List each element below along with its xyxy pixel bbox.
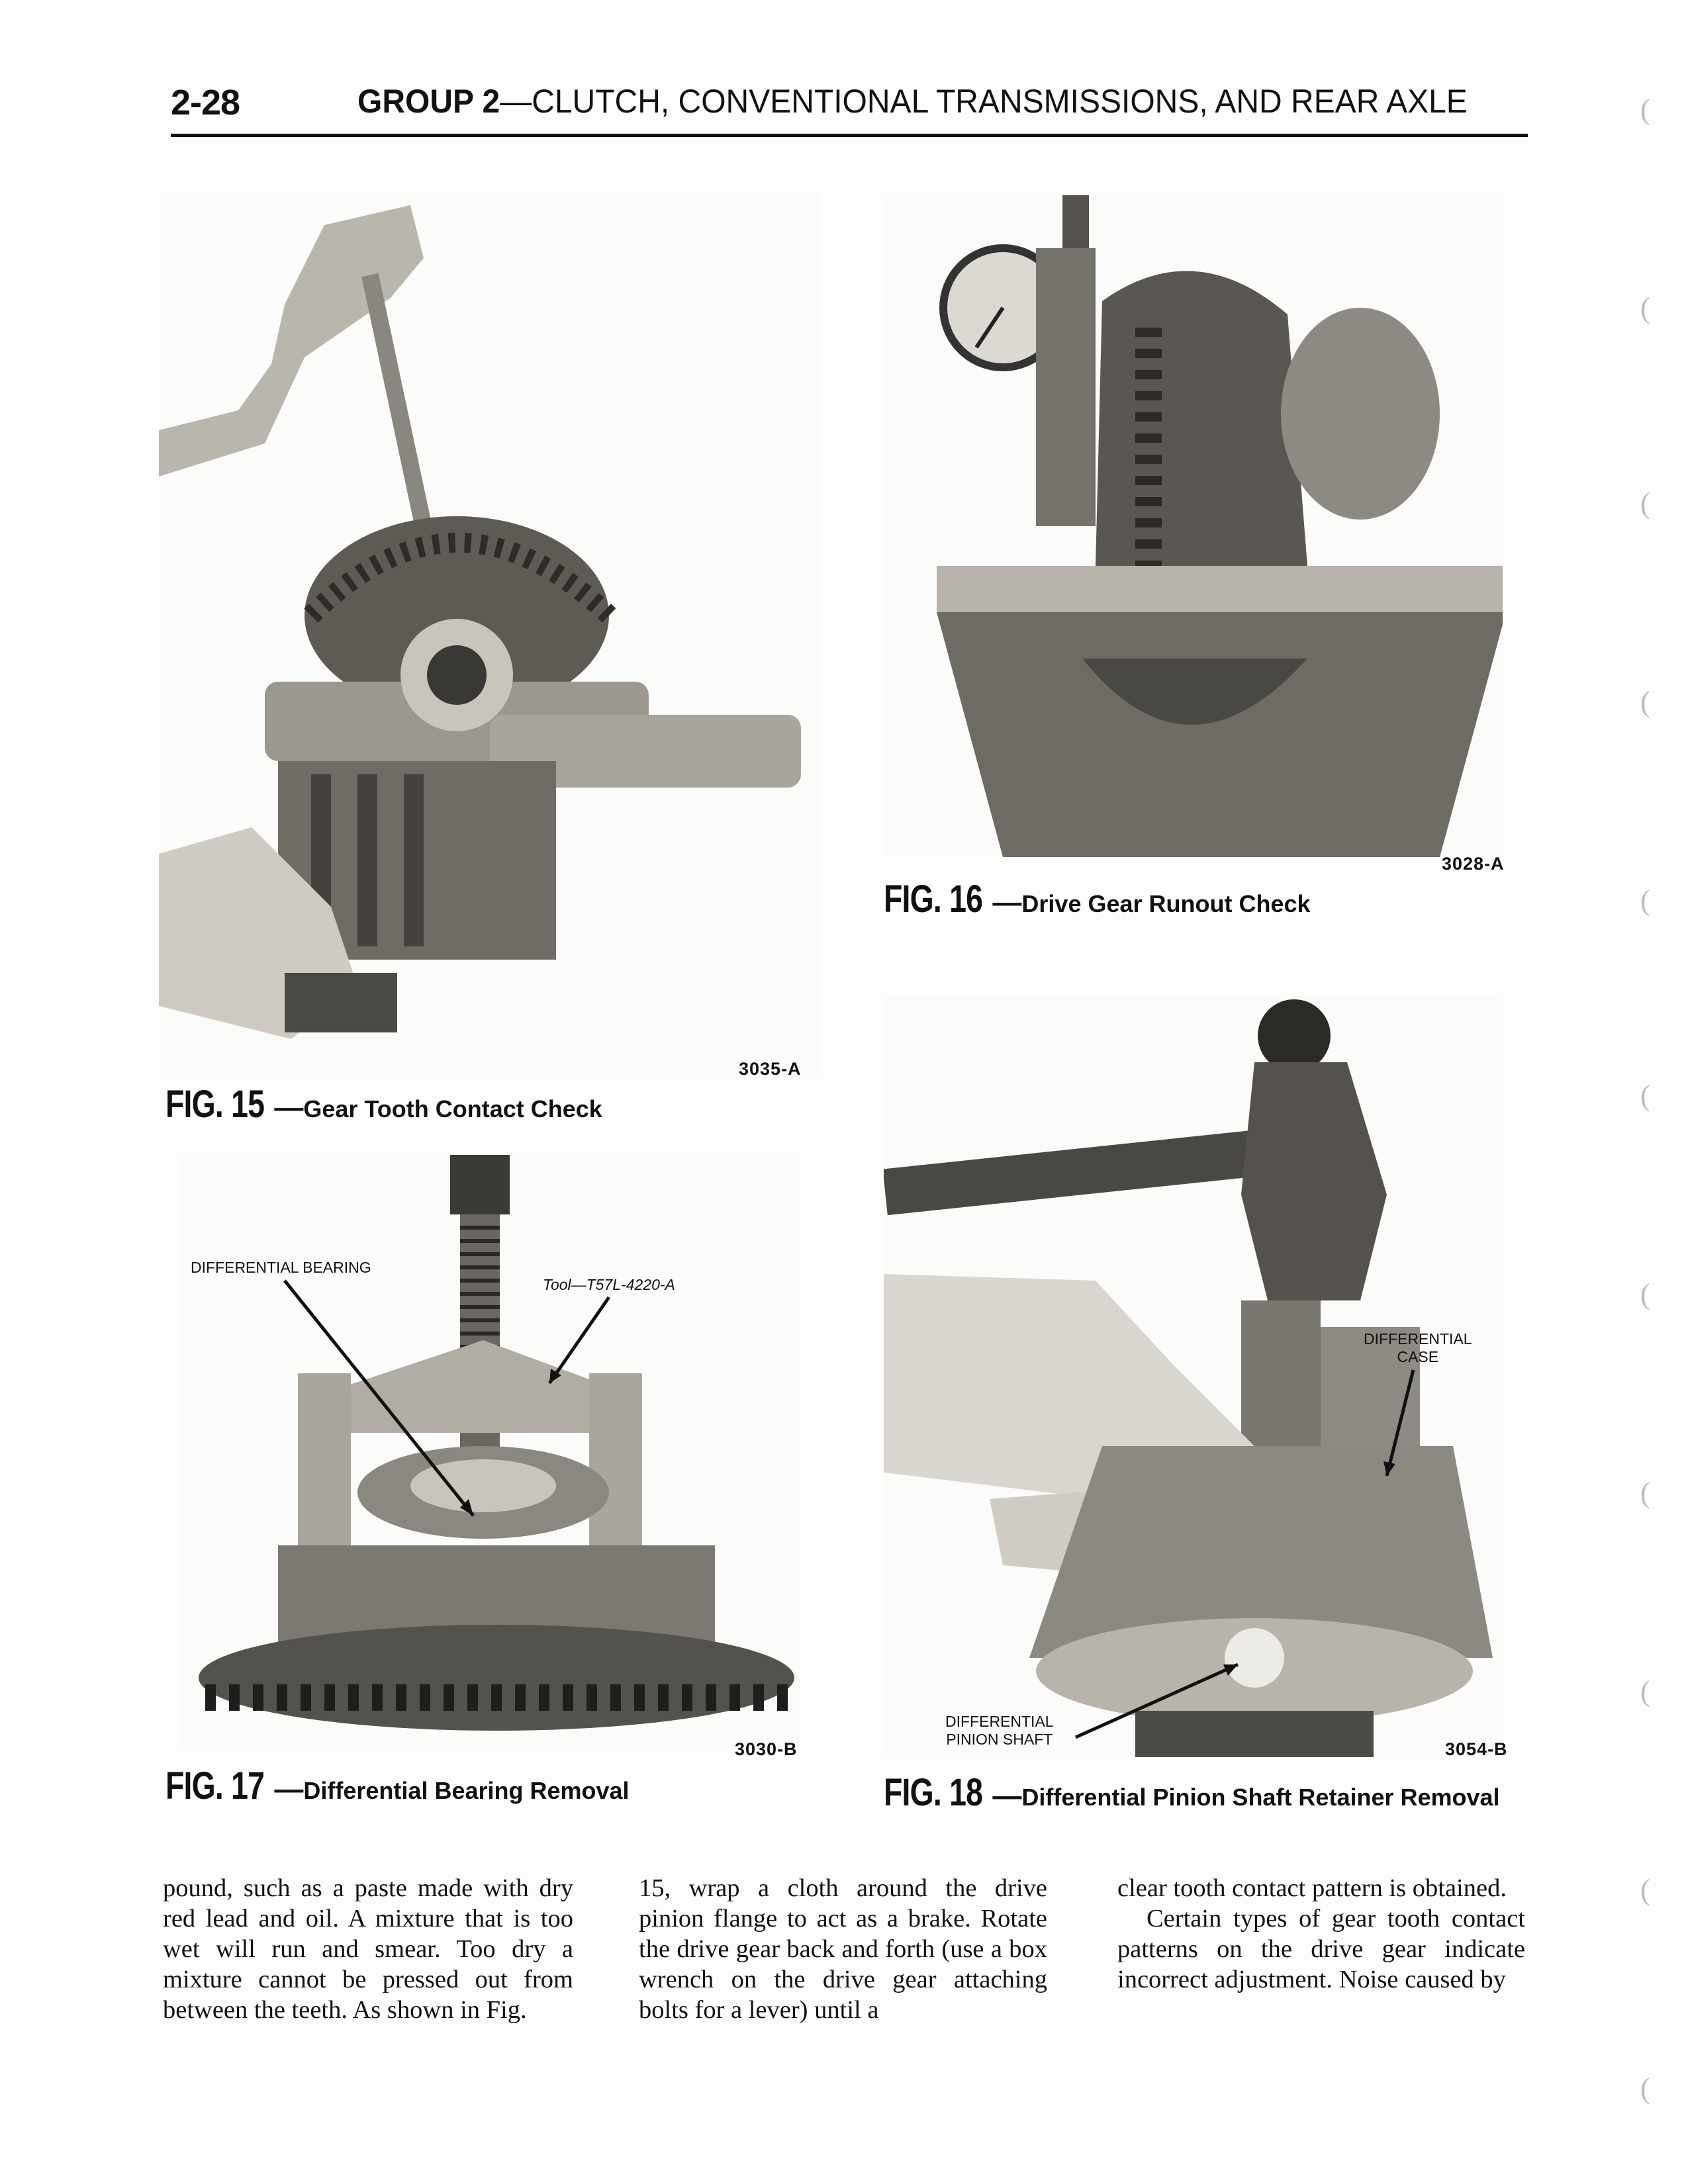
margin-mark: ( (1640, 686, 1650, 718)
margin-mark: ( (1640, 487, 1650, 520)
fig18-dash: — (992, 1780, 1022, 1812)
fig15-dash: — (274, 1091, 304, 1124)
fig18-code: 3054-B (1445, 1739, 1508, 1759)
group-label: GROUP 2 (357, 83, 500, 120)
fig18-callout-case-l1: DIFFERENTIAL (1364, 1330, 1472, 1347)
fig17-code: 3030-B (735, 1739, 798, 1759)
margin-mark: ( (1640, 93, 1650, 126)
body-column-3 (1117, 1873, 1525, 1995)
body-column-1 (163, 1873, 573, 2025)
margin-mark: ( (1640, 884, 1650, 917)
fig15-code: 3035-A (739, 1059, 802, 1079)
fig15-title: Gear Tooth Contact Check (303, 1095, 602, 1122)
fig18-callout-case-l2: CASE (1397, 1348, 1439, 1365)
fig17-callout-bearing: DIFFERENTIAL BEARING (191, 1259, 371, 1276)
margin-mark: ( (1640, 1079, 1650, 1112)
fig17-dash: — (274, 1773, 304, 1805)
page-number: 2-28 (171, 83, 240, 122)
fig16-label: FIG. 16 (884, 878, 983, 921)
fig18-caption (884, 1770, 1500, 1815)
body-paragraph: clear tooth contact pattern is obtained. (1117, 1874, 1507, 1902)
group-title: —CLUTCH, CONVENTIONAL TRANSMISSIONS, AND REAR AXLE (500, 83, 1468, 120)
margin-mark: ( (1640, 1874, 1650, 1906)
body-paragraph: 15, wrap a cloth around the drive pinion flange to act as a brake. Rotate the drive gear back and forth (use a box wrench on the drive gear attaching bolts for a lever) until a (639, 1874, 1047, 2024)
fig18-callout-shaft-l2: PINION SHAFT (946, 1731, 1053, 1748)
fig17-callout-tool: Tool—T57L-4220-A (543, 1276, 675, 1293)
fig17-label: FIG. 17 (165, 1764, 265, 1807)
fig16-code: 3028-A (1442, 854, 1505, 874)
fig15-label: FIG. 15 (165, 1083, 265, 1126)
fig17-title: Differential Bearing Removal (303, 1777, 630, 1804)
fig18-label: FIG. 18 (884, 1771, 983, 1814)
margin-mark: ( (1640, 1675, 1650, 1707)
fig18-title: Differential Pinion Shaft Retainer Removal (1021, 1784, 1500, 1811)
body-column-2 (639, 1873, 1047, 2025)
fig16-dash: — (992, 886, 1022, 919)
fig18-callout-shaft-l1: DIFFERENTIAL (945, 1713, 1054, 1730)
margin-mark: ( (1640, 292, 1650, 324)
margin-mark: ( (1640, 1278, 1650, 1310)
fig16-title: Drive Gear Runout Check (1021, 890, 1311, 917)
body-paragraph: pound, such as a paste made with dry red lead and oil. A mixture that is too wet will run and smear. Too dry a mixture cannot be pressed out from between the teeth. As shown in Fig. (163, 1874, 573, 2024)
margin-mark: ( (1640, 2072, 1650, 2105)
body-paragraph: Certain types of gear tooth contact patterns on the drive gear indicate incorrect adjustment. Noise caused by (1117, 1905, 1525, 1993)
margin-mark: ( (1640, 1477, 1650, 1509)
